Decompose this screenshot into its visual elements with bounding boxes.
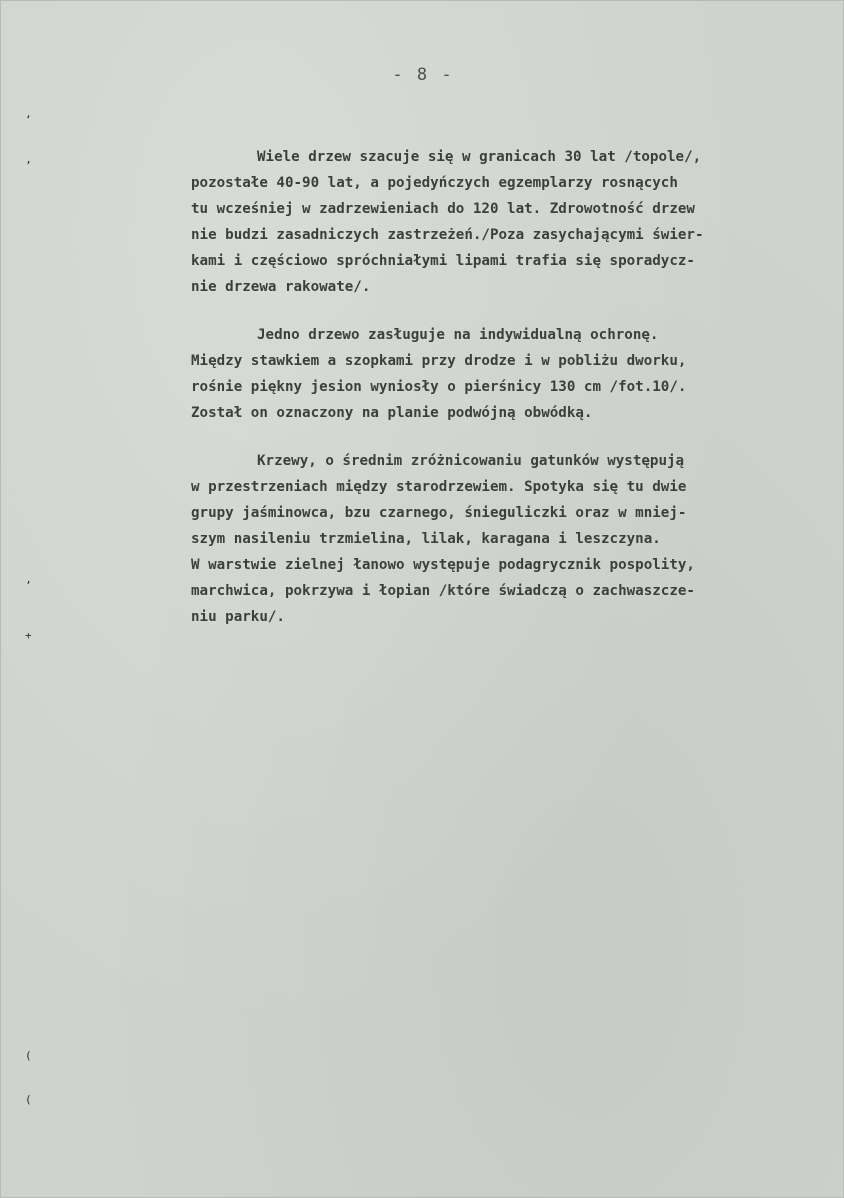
margin-mark: ’ [25,579,32,592]
text-line: Między stawkiem a szopkami przy drodze i w pobliżu dworku, [191,353,687,369]
text-line: Jedno drzewo zasługuje na indywidualną ochronę. [257,327,659,343]
text-line: grupy jaśminowca, bzu czarnego, śnieguliczki oraz w mniej- [191,505,687,521]
text-line: tu wcześniej w zadrzewieniach do 120 lat. Zdrowotność drzew [191,201,695,217]
margin-mark: ‘ [25,113,32,126]
paragraph-protected-tree [191,322,831,426]
body-text [191,144,831,652]
margin-mark: ( [25,1093,32,1106]
margin-mark: + [25,629,32,642]
paragraph-trees-age [191,144,831,300]
text-line: kami i częściowo spróchniałymi lipami trafia się sporadycz- [191,253,695,269]
text-line: rośnie piękny jesion wyniosły o pierśnicy 130 cm /fot.10/. [191,379,687,395]
page-number: - 8 - [392,65,454,85]
text-line: w przestrzeniach między starodrzewiem. Spotyka się tu dwie [191,479,687,495]
text-line: Został on oznaczony na planie podwójną obwódką. [191,405,593,421]
text-line: W warstwie zielnej łanowo występuje podagrycznik pospolity, [191,557,695,573]
text-line: nie drzewa rakowate/. [191,279,371,295]
text-line: Wiele drzew szacuje się w granicach 30 lat /topole/, [257,149,702,165]
text-line: szym nasileniu trzmielina, lilak, karagana i leszczyna. [191,531,661,547]
text-line: pozostałe 40-90 lat, a pojedyńczych egzemplarzy rosnących [191,175,678,191]
text-line: marchwica, pokrzywa i łopian /które świadczą o zachwaszcze- [191,583,695,599]
margin-mark: ( [25,1049,32,1062]
text-line: niu parku/. [191,609,285,625]
text-line: Krzewy, o średnim zróżnicowaniu gatunków występują [257,453,685,469]
margin-mark: ’ [25,159,32,172]
text-line: nie budzi zasadniczych zastrzeżeń./Poza zasychającymi świer- [191,227,704,243]
paragraph-shrubs [191,448,831,630]
